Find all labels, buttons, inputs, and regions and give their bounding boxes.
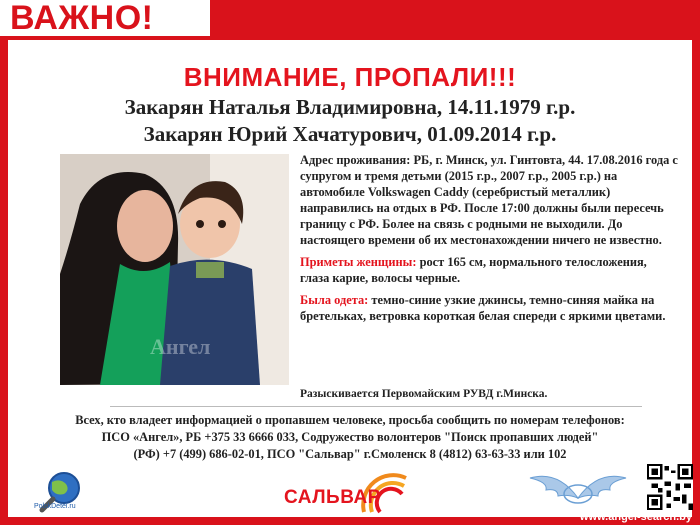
poster-panel — [8, 40, 692, 517]
missing-person-child: Закарян Юрий Хачатурович, 01.09.2014 г.р. — [143, 122, 557, 146]
signs-label: Приметы женщины: — [300, 255, 417, 269]
banner-text: ВАЖНО! — [10, 0, 154, 37]
missing-persons-photo — [60, 154, 289, 385]
appeal-line-1: Всех, кто владеет информацией о пропавшем человеке, просьба сообщить по номерам телефонов: — [75, 413, 625, 427]
left-logo-label: PolskDetei.ru — [34, 503, 76, 510]
description-block — [300, 152, 678, 324]
signs-paragraph — [300, 254, 678, 286]
website-link[interactable]: www.angel-search.by — [579, 511, 692, 523]
salvar-logo — [284, 472, 414, 516]
clothes-label: Была одета: — [300, 293, 369, 307]
qr-code-icon — [647, 464, 693, 510]
appeal-line-3: (РФ) +7 (499) 686-02-01, ПСО "Сальвар" г.Смоленск 8 (4812) 63-63-33 или 102 — [133, 447, 567, 461]
signs-text: рост 165 см, нормального телосложения, глаза карие, волосы черные. — [300, 255, 647, 285]
clothes-paragraph — [300, 292, 678, 324]
salvar-logo-text: САЛЬВАР — [284, 487, 381, 508]
search-note: Разыскивается Первомайским РУВД г.Минска. — [300, 388, 548, 400]
divider — [110, 406, 642, 407]
missing-person-woman: Закарян Наталья Владимировна, 14.11.1979 г.р. — [124, 95, 576, 119]
angel-wings-logo-icon — [528, 468, 628, 512]
appeal-line-2: ПСО «Ангел», РБ +375 33 6666 033, Содружество волонтеров "Поиск пропавших людей" — [101, 430, 599, 444]
svg-text:Ангел: Ангел — [150, 334, 211, 359]
important-banner — [0, 0, 210, 36]
photo-illustration — [60, 154, 289, 385]
clothes-text: темно-синие узкие джинсы, темно-синяя майка на бретельках, ветровка короткая белая спереди с яркими цветами. — [300, 293, 666, 323]
contact-appeal — [8, 412, 692, 463]
address-and-story: Адрес проживания: РБ, г. Минск, ул. Гинтовта, 44. 17.08.2016 года с супругом и тремя детьми (2015 г.р., 2007 г.р., 2005 г.р.) на автомобиле Volkswagen Caddy (серебристый металлик) направились на отдых в РФ. После 17:00 должны были пересечь границу с РФ. Более на связь с родными не выходили. До настоящего времени об их местонахождении ничего не известно. — [300, 153, 678, 247]
missing-headline: ВНИМАНИЕ, ПРОПАЛИ!!! — [183, 62, 517, 92]
